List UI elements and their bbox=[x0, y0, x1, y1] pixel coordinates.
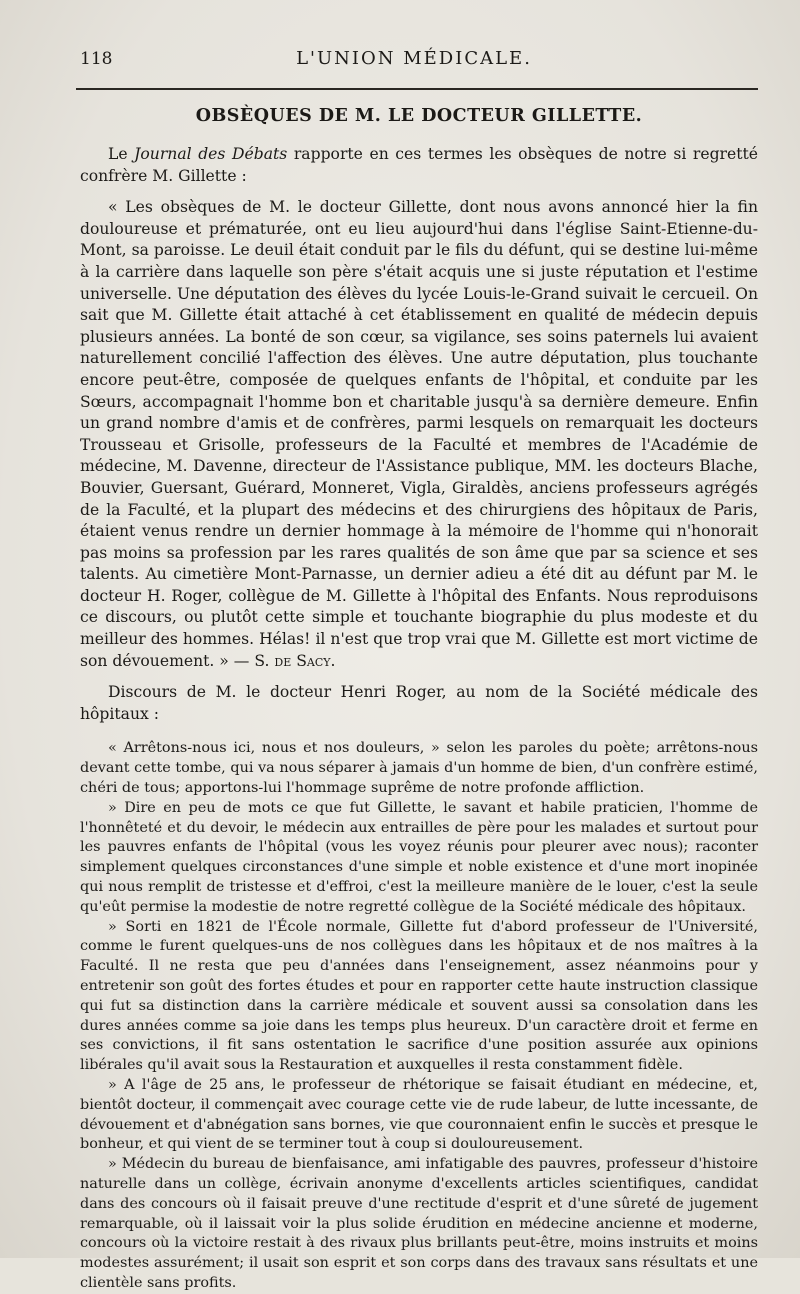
intro-prefix: Le bbox=[108, 145, 135, 163]
speech-paragraph-3: » Sorti en 1821 de l'École normale, Gillette fut d'abord professeur de l'Université, comme le furent quelques-uns de nos collègues dans les hôpitaux et de nos maîtres à la Faculté. Il ne resta que peu d'années dans l'enseignement, assez néanmoins pour y entretenir son goût des fortes études et pour en rapporter cette haute instruction classique qui fut sa distinction dans la carrière médicale et souvent aussi sa consolation dans les dures années comme sa joie dans les temps plus heureux. D'un caractère droit et ferme en ses convictions, il fit sans ostentation le sacrifice d'une position assurée aux opinions libérales qu'il avait sous la Restauration et auxquelles il resta constamment fidèle. bbox=[80, 918, 758, 1074]
speech-paragraph-5: » Médecin du bureau de bienfaisance, ami infatigable des pauvres, professeur d'histoire naturelle dans un collège, écrivain anonyme d'excellents articles scientifiques, candidat dans des concours où il faisait preuve d'une rectitude d'esprit et d'une sûreté de jugement remarquable, où il laissait voir la plus solide érudition en médecine ancienne et moderne, concours où la victoire restait à des rivaux plus brillants peut-être, moins instruits et moins modestes assurément; il usait son esprit et son corps dans des travaux sans résultats et une clientèle sans profits. bbox=[80, 1156, 758, 1291]
speech-paragraph-2: » Dire en peu de mots ce que fut Gillette, le savant et habile praticien, l'homme de l'honnêteté et du devoir, le médecin aux entrailles de père pour les malades et surtout pour les pauvres enfants de l'hôpital (vous les voyez réunis pour pleurer avec nous); raconter simplement quelques circonstances d'une simple et noble existence et d'une mort inopinée qui nous remplit de tristesse et d'effroi, c'est la meilleure manière de le louer, c'est la seule qu'eût permise la modestie de notre regretté collègue de la Société médicale des hôpitaux. bbox=[80, 799, 758, 915]
page-number: 118 bbox=[80, 49, 113, 69]
spacer bbox=[80, 672, 758, 682]
header-rule bbox=[76, 88, 758, 90]
article-title: OBSÈQUES DE M. LE DOCTEUR GILLETTE. bbox=[195, 106, 643, 126]
spacer bbox=[80, 187, 758, 197]
speech-block bbox=[80, 739, 758, 1293]
speech-paragraph-1: « Arrêtons-nous ici, nous et nos douleurs, » selon les paroles du poète; arrêtons-nous devant cette tombe, qui va nous séparer à jamais d'un homme de bien, d'un confrère estimé, chéri de tous; apportons-lui l'hommage suprême de notre profonde affliction. bbox=[80, 740, 758, 797]
running-head: L'UNION MÉDICALE. bbox=[296, 48, 532, 69]
debats-quote-text: « Les obsèques de M. le docteur Gillette, dont nous avons annoncé hier la fin douloureuse et prématurée, ont eu lieu aujourd'hui dans l'église Saint-Etienne-du-Mont, sa paroisse. Le deuil était conduit par le fils du défunt, qui se destine lui-même à la carrière dans laquelle son père s'était acquis une si juste réputation et l'estime universelle. Une députation des élèves du lycée Louis-le-Grand suivait le cercueil. On sait que M. Gillette était attaché à cet établissement en qualité de médecin depuis plusieurs années. La bonté de son cœur, sa vigilance, ses soins paternels lui avaient naturellement concilié l'affection des élèves. Une autre députation, plus touchante encore peut-être, composée de quelques enfants de l'hôpital, et conduite par les Sœurs, accompagnait l'homme bon et charitable jusqu'à sa dernière demeure. Enfin un grand nombre d'amis et de confrères, parmi lesquels on remarquait les docteurs Trousseau et Grisolle, professeurs de la Faculté et membres de l'Académie de médecine, M. Davenne, directeur de l'Assistance publique, MM. les docteurs Blache, Bouvier, Guersant, Guérard, Monneret, Vigla, Giraldès, anciens professeurs agrégés de la Faculté, et la plupart des médecins et des chirurgiens des hôpitaux de Paris, étaient venus rendre un dernier hommage à la mémoire de l'homme qui n'honorait pas moins sa profession par les rares qualités de son âme que par sa science et ses talents. Au cimetière Mont-Parnasse, un dernier adieu a été dit au défunt par M. le docteur H. Roger, collègue de M. Gillette à l'hôpital des Enfants. Nous reproduisons ce discours, ou plutôt cette simple et touchante biographie du plus modeste et du meilleur des hommes. Hélas! il n'est que trop vrai que M. Gillette est mort victime de son dévouement. » — bbox=[80, 198, 758, 670]
speech-paragraph-4: » A l'âge de 25 ans, le professeur de rhétorique se faisait étudiant en médecine, et, bientôt docteur, il commençait avec courage cette vie de rude labeur, de lutte incessante, de dévouement et d'abnégation sans bornes, vie que couronnaient enfin le succès et presque le bonheur, et qui vient de se terminer tout à coup si douloureusement. bbox=[80, 1076, 758, 1153]
intro-paragraph bbox=[80, 144, 758, 187]
journal-name: Journal des Débats bbox=[134, 145, 288, 163]
debats-quote-paragraph bbox=[80, 197, 758, 672]
discours-intro: Discours de M. le docteur Henri Roger, au nom de la Société médicale des hôpitaux : bbox=[80, 683, 758, 723]
quote-signature: S. de Sacy. bbox=[254, 651, 336, 670]
page-header bbox=[80, 48, 758, 84]
intro-rest: rapporte en ces termes les obsèques de notre si regretté confrère M. Gillette : bbox=[80, 145, 758, 185]
spacer bbox=[80, 725, 758, 739]
